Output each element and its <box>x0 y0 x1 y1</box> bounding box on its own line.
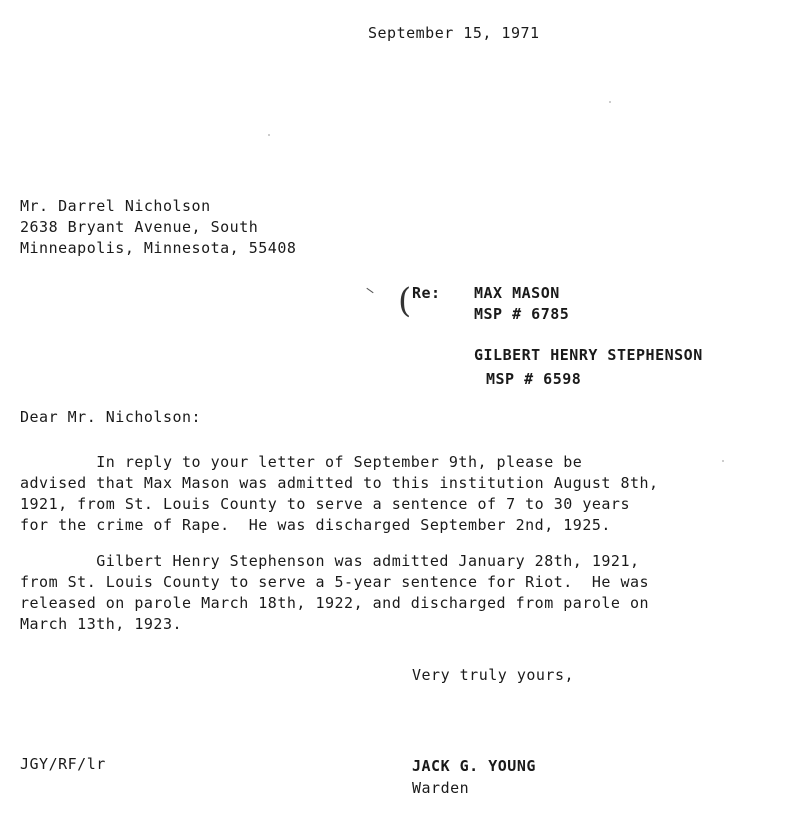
body-paragraph-1-line-4: for the crime of Rape. He was discharged September 2nd, 1925. <box>20 516 611 534</box>
re-subject-two-id: MSP # 6598 <box>486 370 582 388</box>
re-subject-one-id: MSP # 6785 <box>474 305 570 323</box>
re-subject-two-name: GILBERT HENRY STEPHENSON <box>474 346 703 364</box>
body-paragraph-2-line-3: released on parole March 18th, 1922, and discharged from parole on <box>20 594 650 612</box>
re-subject-one-name: MAX MASON <box>474 284 560 302</box>
body-paragraph-2-line-2: from St. Louis County to serve a 5-year sentence for Riot. He was <box>20 573 650 591</box>
recipient-address-line-1: Mr. Darrel Nicholson <box>20 197 211 215</box>
typist-initials: JGY/RF/lr <box>20 755 106 773</box>
body-paragraph-2-line-4: March 13th, 1923. <box>20 615 183 633</box>
body-paragraph-2-line-1: Gilbert Henry Stephenson was admitted January 28th, 1921, <box>20 552 640 570</box>
body-paragraph-1-line-1: In reply to your letter of September 9th, please be <box>20 453 583 471</box>
letter-date: September 15, 1971 <box>368 24 540 42</box>
closing-line: Very truly yours, <box>412 666 575 684</box>
handwritten-brace-mark: ( <box>398 281 412 321</box>
signer-title: Warden <box>412 779 470 797</box>
scan-speck <box>722 460 724 462</box>
body-paragraph-1-line-2: advised that Max Mason was admitted to this institution August 8th, <box>20 474 659 492</box>
scan-speck <box>268 134 270 136</box>
re-label: Re: <box>412 284 441 302</box>
recipient-address-line-3: Minneapolis, Minnesota, 55408 <box>20 239 297 257</box>
pen-tick-mark <box>366 288 373 293</box>
signer-name: JACK G. YOUNG <box>412 757 536 775</box>
salutation: Dear Mr. Nicholson: <box>20 408 202 426</box>
scan-speck <box>609 101 611 103</box>
recipient-address-line-2: 2638 Bryant Avenue, South <box>20 218 259 236</box>
body-paragraph-1-line-3: 1921, from St. Louis County to serve a sentence of 7 to 30 years <box>20 495 630 513</box>
